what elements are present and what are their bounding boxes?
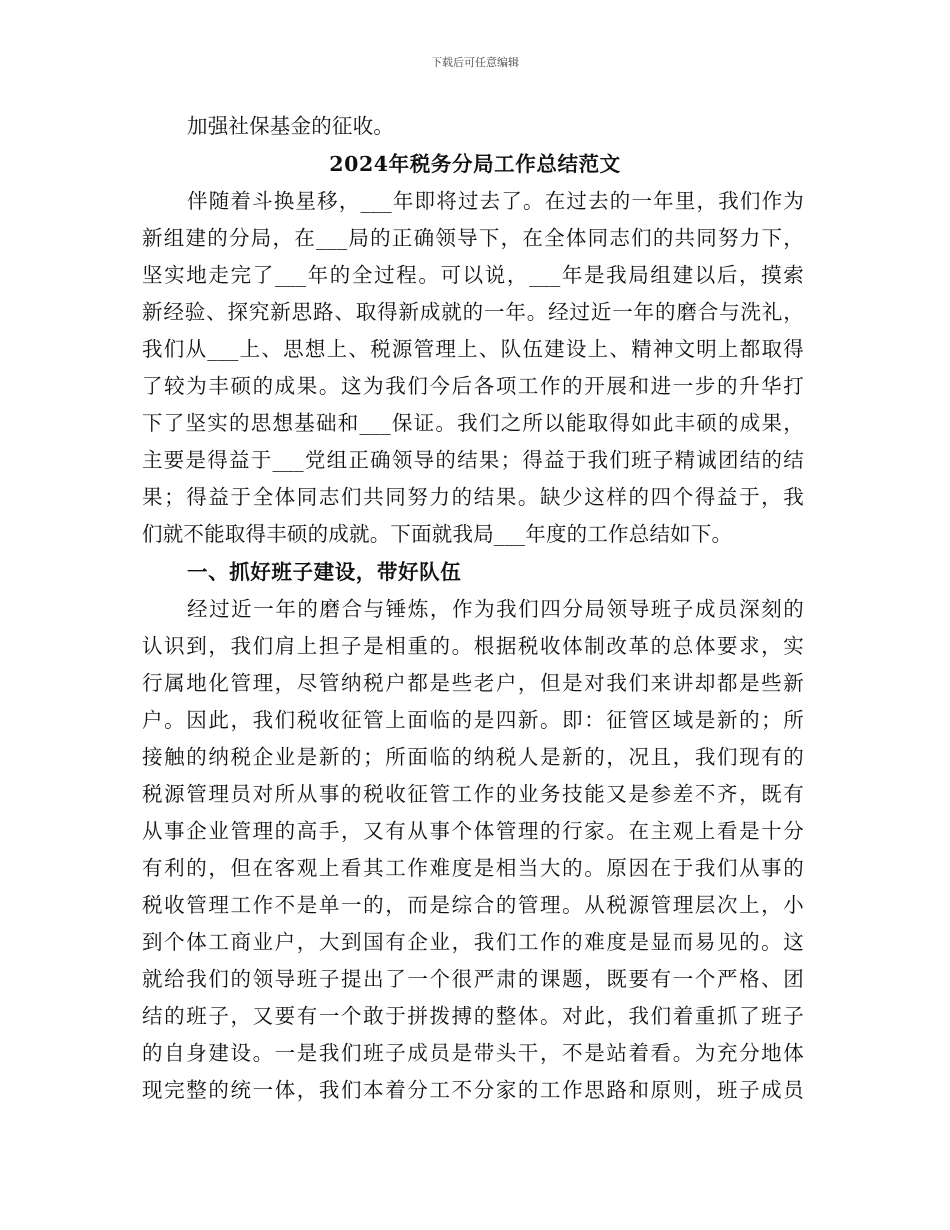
paragraph-line: 新经验、探究新思路、取得新成就的一年。经过近一年的磨合与洗礼，: [142, 300, 804, 324]
paragraph-line: 伴随着斗换星移，___年即将过去了。在过去的一年里，我们作为: [187, 189, 804, 213]
paragraph-line: 认识到，我们肩上担子是相重的。根据税收体制改革的总体要求，实: [142, 634, 804, 658]
paragraph-line: 下了坚实的思想基础和___保证。我们之所以能取得如此丰硕的成果，: [142, 411, 804, 435]
paragraph-line: 的自身建设。一是我们班子成员是带头干，不是站着看。为充分地体: [142, 1041, 804, 1065]
paragraph-line: 新组建的分局，在___局的正确领导下，在全体同志们的共同努力下，: [142, 226, 804, 250]
paragraph-line: 税源管理员对所从事的税收征管工作的业务技能又是参差不齐，既有: [142, 782, 804, 806]
paragraph-line: 到个体工商业户，大到国有企业，我们工作的难度是显而易见的。这: [142, 930, 804, 954]
paragraph-line: 税收管理工作不是单一的，而是综合的管理。从税源管理层次上，小: [142, 893, 804, 917]
paragraph-line: 主要是得益于___党组正确领导的结果；得益于我们班子精诚团结的结: [142, 448, 804, 472]
page-header-note: 下载后可任意编辑: [431, 56, 519, 69]
paragraph-line: 有利的，但在客观上看其工作难度是相当大的。原因在于我们从事的: [142, 856, 804, 880]
lead-line: 加强社保基金的征收。: [187, 114, 394, 138]
paragraph-line: 就给我们的领导班子提出了一个很严肃的课题，既要有一个严格、团: [142, 967, 804, 991]
paragraph-line: 经过近一年的磨合与锤炼，作为我们四分局领导班子成员深刻的: [187, 597, 804, 621]
paragraph-line: 接触的纳税企业是新的；所面临的纳税人是新的，况且，我们现有的: [142, 745, 804, 769]
paragraph-line: 我们从___上、思想上、税源管理上、队伍建设上、精神文明上都取得: [142, 337, 804, 361]
section-heading: 一、抓好班子建设，带好队伍: [187, 560, 462, 584]
paragraph-line: 现完整的统一体，我们本着分工不分家的工作思路和原则，班子成员: [142, 1078, 804, 1102]
paragraph-line: 户。因此，我们税收征管上面临的是四新。即：征管区域是新的；所: [142, 708, 804, 732]
paragraph-line: 行属地化管理，尽管纳税户都是些老户，但是对我们来讲却都是些新: [142, 671, 804, 695]
paragraph-line: 坚实地走完了___年的全过程。可以说，___年是我局组建以后，摸索: [142, 263, 804, 287]
paragraph-line: 了较为丰硕的成果。这为我们今后各项工作的开展和进一步的升华打: [142, 374, 804, 398]
paragraph-line: 们就不能取得丰硕的成就。下面就我局___年度的工作总结如下。: [142, 522, 733, 546]
paragraph-line: 从事企业管理的高手，又有从事个体管理的行家。在主观上看是十分: [142, 819, 804, 843]
paragraph-line: 果；得益于全体同志们共同努力的结果。缺少这样的四个得益于，我: [142, 485, 804, 509]
document-title: 2024年税务分局工作总结范文: [329, 152, 621, 176]
paragraph-line: 结的班子，又要有一个敢于拼拨搏的整体。对此，我们着重抓了班子: [142, 1004, 804, 1028]
